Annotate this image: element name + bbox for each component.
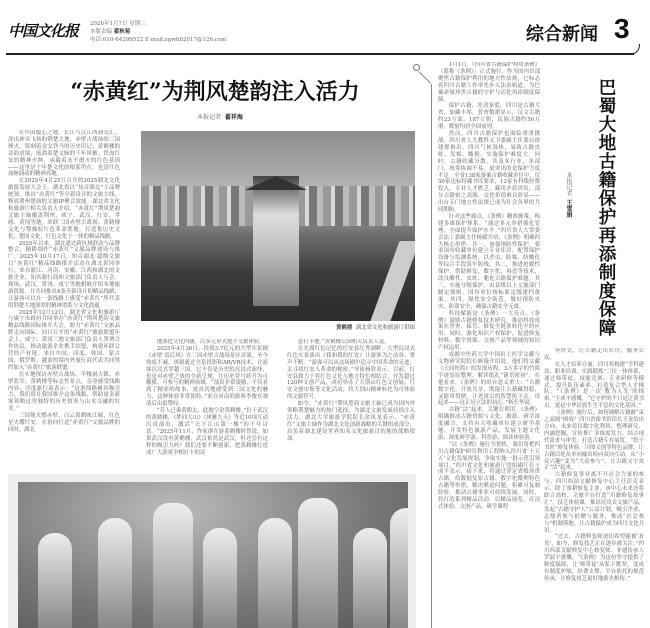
paragraph: 1月1日，《四川省古籍保护利用条例》（简称《条例》）正式施行。作为国内首部聚焦古籍保护利用的地方性法规，它标志着四川古籍工作率先步入法治轨道，为巴蜀斋量珍贵古籍的守护与活化再添制度保障。	[438, 62, 540, 103]
paragraph: “以《条例》施行为契机，我们将把四川古籍保护研究利用工程纳入四川省‘十五五’文化发展规划，争取实施一批示范引领项目。”四川省文化和旅游厅党组副厅长王成平表示，接下来，将通过评定省级珍贵古籍，给数据复原古籍、数字化微利特色古籍等举措，解决紧迫问题，积累可复制经验，推动古籍事业可持续发展。同时，将打造系列精品活动，以精品展览、沉浸式体验、文创产品、研学课程	[438, 441, 540, 510]
byline-name: 王雪娟	[565, 199, 572, 218]
dancer-figure	[153, 503, 193, 628]
paragraph: 三国鼎火燃赤壁，白云黄鹤映江城，红色星火耀红安。在协同打造“赤黄红”文旅品牌的同时，湖北	[8, 413, 120, 433]
article2-headline: 巴蜀大地古籍保护再添制度保障	[596, 78, 616, 337]
paragraph: 在光满红色记忆的红安县红秀湖畔，大型沉浸式红色实景演出《我和我的红安》让游客为之动容、掌声不断。“游客可以从这场剧中追寻中国革命的足迹，去寻找红安人革命的秘密。”导演杨欣表示。目前，红安县致力于将红色文化与地方特色相结合，开发超过120种文创产品，成功举办了大别山红色文创展、红安文创市集等文化活动，将大别山精神转化为可体验的文旅符号。	[287, 345, 415, 401]
editor-line	[90, 28, 226, 36]
photo-caption	[300, 325, 415, 332]
paragraph: 在人才培养方面，四川将构建“学科建设、职业培训、实践锻炼”三位一体体系，通过师带徒、技能竞赛、专业研修等模式，提升队伍素养，打造复合型人才梯队。“《条例》是一次‘教为人先’的探索。”王成平感慨，“它守护的不只是泛黄书页，更是中华民族生生不息的文化基因。”	[544, 361, 644, 410]
dancer-figure	[38, 533, 72, 628]
paragraph: 在2025年4月25日召开的2025湖北文化旅游发展大会上，湖北省以“知音湖北”主品牌统领，推出“赤黄红”等全新设计的文旅主线，释放荆州楚韵的文旅IP聚合效能。湖北省文化和旅游厅相关负责人介绍，“赤黄红”荆风楚韵文旅主轴覆盖荆州、咸宁、武汉、红安、孝感、黄冈等地，串联三国赤壁古战场、黄鹤楼文化与鄂豫皖红色革命胜地，打造集历史文化、楚国文化、红色文化于一体的精品线路。	[8, 178, 120, 240]
paragraph: 如今，“赤黄红”荆风楚韵文旅主轴已成为国内外领略荆楚魅力的热门选择，为湖北文旅发展持续注入活力。湖北大学旅游学院院长余凤龙表示，“赤黄红”文旅主轴作为湖北文化创新战略的关键组成部分，肩负着湖北建设世界知名文化旅游目的地的战略使命。	[287, 401, 415, 442]
dancer-figure	[353, 528, 387, 628]
article2-column-1	[438, 62, 540, 628]
caption-credit: 湖北省文化和旅游厅供图	[355, 325, 415, 331]
paragraph: 成都中医药大学中国出土医学文献与文物研究院院长顾漫介绍说，他们将文献《天回医简》的发现历程，3万多字的竹简字迹复原整理，解读纸扎“谜语密码”。在他看来，《条例》的出台意义重大：“古籍数字化、开放共享，既能让古籍藏得稳，又能用得便，让老祖宗的智慧传下去、用起来——这正是立法的初心。”杨长华说。	[438, 352, 540, 407]
paragraph: 科技赋能是《条例》一大亮点。《条例》鼓励古籍修复技术研究，推动科技成果在普查、保管、修复全链条转化中的应用。同时，强化知识产权保护，促进修复材料、数字资源、文创产品等领域的知识产权运用。	[438, 310, 540, 352]
masthead-info	[90, 20, 226, 44]
article1-column-2	[146, 339, 268, 470]
dancer-figure	[98, 518, 132, 628]
dancer-figure	[258, 518, 292, 628]
article1-column-3	[287, 339, 415, 470]
paragraph: 意打卡地。”黄鹤楼公园相关负责人说。	[297, 339, 390, 345]
issue-date: 2026年1月7日 星期三	[90, 21, 146, 27]
paragraph: 然而，四川古籍保护也面临重重挑战。四川省人大教科文卫委副主任委员徐建群指出，四川气候湿热，易致古籍虫蛀、发霉、酸损，实施保护难度大。同时，古籍收藏分散，涉及多行业、多部门，统筹协调不易。更突出的是保护力度不足：全省138家备案古籍收藏单位中，仅50家达标特藏书库要求，12家有科级经费投入。专业人才匮乏，藏用矛盾突出，部分古籍密之高阁，文化价值难以彰显——出台专门地方性法规已成为社会各界的共同期盼。	[438, 131, 540, 214]
article1-byline	[140, 112, 300, 121]
paragraph: 保护古籍，先清家底。四川是古籍大省，加藏丰厚。普查数据显示，汉文古籍约23万部、187万册，民族古籍约50万册，数量均居全国前列。	[438, 103, 540, 131]
column-divider	[431, 84, 432, 628]
contact-line: 电话:010-64299522 E-mail:zgwhb2017@126.com	[90, 37, 227, 43]
header-rule-curve	[626, 44, 640, 55]
dancer-figure	[390, 508, 408, 628]
dancer-figure	[203, 528, 237, 628]
paragraph: 在中国腹心之地，长江与汉江西涌交汇，浇出神采飞扬的荆楚大地。赤壁古战场的三国烽火，铭刻着金戈铁马的历史印记；黄鹤楼的诗韵意境，流淌着楚文脉的千年风雅；铁血红安的精神火种，承载着永不磨灭的红色基因——这里是千年楚文化的根系所在，也是红色血脉涌动的精神高地。	[8, 130, 120, 178]
tower-shape	[253, 176, 299, 306]
byline-label: 本报记者	[197, 114, 222, 121]
paragraph: 2025年12月12日，湖北省文化和旅游厅与咸宁市政府共同举办“赤黄红”荆风楚韵文旅精品线路国际推介大会，助力“赤黄红”文旅品牌走向国际。同日召开的“赤黄红”旅游联盟年会上，咸宁、黄冈三地文旅部门负责人签署合作协议，推动旅游企业携手结盟，构建环联合营的产业链。来自中国、印度、韩国、蒙古国、俄罗斯、越南的境内外旅行商代表共同签约加入“赤黄红”旅游联盟。	[8, 309, 120, 371]
paragraph: 针对这些痛点，《条例》精准施策，构建多维保护体系。“通过多元举措强化管理，全面提升保护水平。”四川省人大常委会法工委副主任杨媛介绍，《条例》明确四大核心举措：其一，加强预防性保护，要求国有收藏单位建立专业库房，配置保护设备与监测系统，以杀虫、防霉、防酸化等综合手段筑牢防线。其二，推进抢救性保护，借助修复、数字化、再造等技术，改良酸性、虫蛀、脆化古籍保护难题。其三，实施分级保护，由县级以上文旅部门制定细则，国有单位按标准定级建档备案。其四，强化安全防范，做好预防火灾、防盗安全，确保古籍安全无虞。	[438, 213, 540, 310]
article1-column-1	[8, 130, 120, 468]
paragraph: 古籍修复事业离不开社会力量的参与。四川西部文献修复中心主任彭克表示，除了深耕修复主业，该中心未来还将联合高校、文旅平台打造“川籍修复故事汇”，技艺体验课，推出沉浸式文旅产品，发起“古籍守护人”公益计划，吸引企业、志愿者参与捐赠与服务，推动“社会参与”机制落地，让古籍保护成为四川文化共识。	[544, 472, 644, 534]
paragraph: “昔人已乘黄鹤去，此地空余黄鹤楼。”位于武汉的黄鹤楼，《梦回大山》《风雅九天》等近10项互动沉浸演出，激活“天下江山第一楼”的千年诗意。“2025年11月，作家群在游黄鹤楼时曾说，如果武汉没有黄鹤楼，武汉依然是武汉，但还会有这样的吸引力吗？我们还要不断创新，把黄鹤楼打造成广大游客争相打卡的诗	[146, 408, 268, 456]
dancer-figure	[298, 498, 338, 628]
article2-byline	[564, 172, 573, 218]
caption-place: 黄鹤楼	[336, 325, 353, 331]
section-title: 综合新闻	[526, 24, 598, 45]
photo-dancers	[18, 482, 408, 628]
paragraph: 在实地探访赤壁古战场、羊楼洞古镇、赤壁监军、黄鹤楼等标志性景点，亲身感受线路内容，印度旅行商表示：“这条线路极具吸引力，我们将在我国推介这条线路，帮助更多游客领略这里独特的历史叙事与山水交融的壮美。”	[8, 371, 120, 413]
article2-column-2	[544, 348, 644, 628]
paragraph: “过去，古籍修复师迫切希望能被‘看见’，如今，修复技艺正在逐步被关注。”四川西部文献修复中心修复师、非遗传承人罗淑平感慨，“《条例》为这份坚守提供了制度保障，让‘师带徒’从私下默契，变成有制度护航、经费支撑、平台依托的规范传承，让修复技艺更好地薪火相传。”	[544, 534, 644, 582]
paragraph: 地深挖文化内涵，以多元形式提升文旅体验。	[156, 339, 265, 345]
editor-name: 翟秋菊	[113, 29, 131, 35]
road-shape	[370, 241, 415, 321]
byline-name: 翟祥海	[224, 114, 243, 121]
photo-yellow-crane-tower	[141, 131, 415, 321]
paragraph: 2025年4月26日，投资3.7亿元的大型实景剧《赤壁·雷后风》在三国赤壁古战场景区首演，至今热度不减。该剧通过全息投影和AR/VR技术，让游客沉浸式穿越三国。它不仅是历史的沉浸式演绎，也是对赤壁之战的全新呈现，让历史符号跃升为可触摸、可参与的精神场域。“演出非常震撼，不仅看到了精彩的故事，更真切地感受到三国文化的魅力，这种体验非常独特。”来自河南的游客李俊在观演后由衷赞叹。	[146, 345, 268, 408]
divider-diagonal	[418, 71, 431, 84]
article1-headline: “赤黄红”为荆风楚韵注入活力	[70, 79, 360, 105]
page-number: 3	[614, 13, 630, 44]
paragraph: 2025年以来，湖北通过跨区域联动与品牌整合，精耕细作“赤黄红”文旅品牌建设与推广。2025年10月17日，知音湖北·超级文旅日“赤黄红”精品线路推介活动在湖北黄冈举行，来自浙江、河南、安徽、江西和湖北的文旅企业、知名旅行商和文旅部门负责人与会。现场，武汉、黄冈、咸宁等地相继介绍本地旅游资源，并共同推出4条全新设计的精品线路，让游客可以在一条线路上感受“赤黄红”所代表的荆楚大地深厚的精神谱系与文化底蕴。	[8, 240, 120, 309]
paragraph: 等形式，让古籍走出库房，服务公众。	[544, 348, 644, 361]
header-rule	[6, 53, 634, 55]
byline-label: 本报记者	[565, 172, 572, 196]
divider-ring-ornament	[413, 64, 420, 71]
newspaper-logo: 中国文化报	[8, 22, 79, 40]
editor-label: 本版责编	[90, 29, 113, 35]
paragraph: 《条例》施行后，如何破解古籍被“束之高阁”困境？四川省图书馆馆长王龙给出方向，未来将以数字化利用、整理研究、内涵挖掘、宣传推广多维度发力，结合现代需求与审美，打造古籍专有展览，“纸于书匠”修复体验，川图文创等特色品牌，让古籍活化从单向输出转向双向互动，从“小众兴趣”变为“大众参与”，让古籍文字真正“活”起来。	[544, 410, 644, 472]
paragraph: 古籍“活”起来，关键在利用。《条例》明确推动古籍资源与文化、旅游、研学深度融合，支持有关收藏单位建立研学基地，开发特色旅游产品，发展主题文化游、深度研学游、科普游、阅读体验游。	[438, 407, 540, 441]
